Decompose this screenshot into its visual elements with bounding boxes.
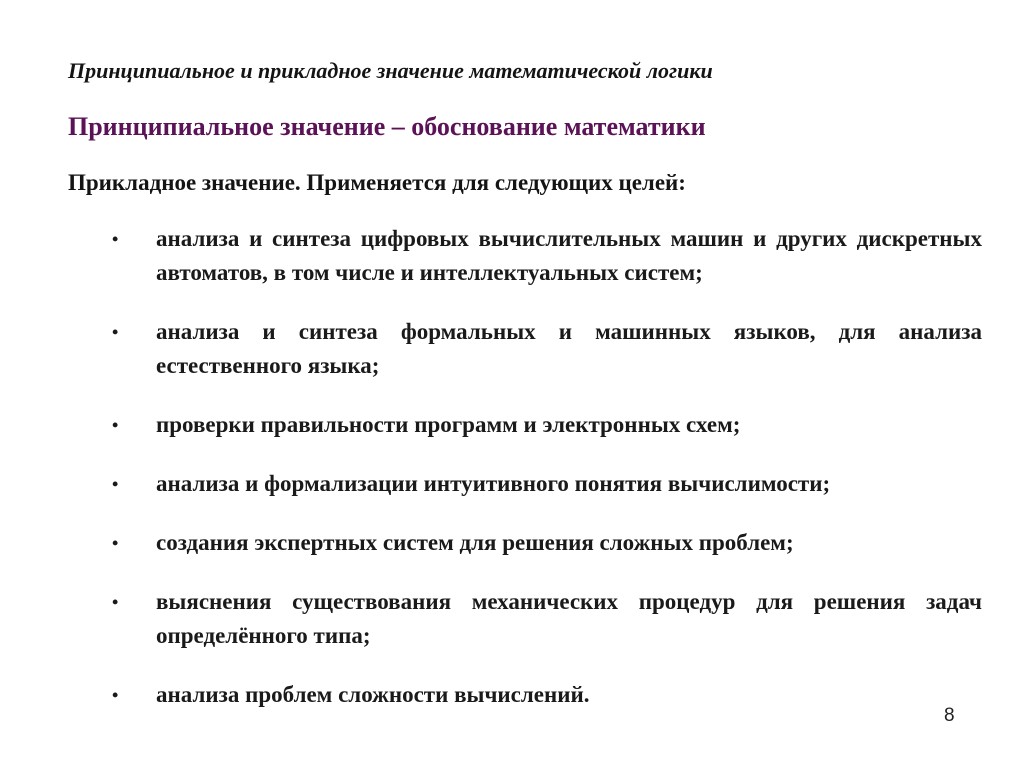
bullet-icon: • [112,533,119,553]
bullet-item [112,222,982,290]
bullet-item [112,678,982,712]
bullet-item [112,585,982,653]
bullet-icon: • [112,322,119,342]
intro-text: Прикладное значение. Применяется для следующих целей: [68,170,686,195]
bullet-item [112,315,982,383]
bullet-icon: • [112,229,119,249]
slide-subtitle: Принципиальное значение – обоснование математики [68,112,706,141]
bullet-list [112,222,982,737]
bullet-icon: • [112,474,119,494]
bullet-icon: • [112,592,119,612]
bullet-item [112,408,982,442]
page-number: 8 [944,705,955,726]
bullet-item [112,526,982,560]
bullet-text: анализа и формализации интуитивного понятия вычислимости; [156,471,831,496]
bullet-text: анализа и синтеза цифровых вычислительных машин и других дискретных автоматов, в том числе и интеллектуальных систем; [156,226,982,285]
bullet-text: анализа проблем сложности вычислений. [156,682,590,707]
slide-heading: Принципиальное и прикладное значение математической логики [68,58,713,83]
bullet-icon: • [112,685,119,705]
bullet-text: анализа и синтеза формальных и машинных языков, для анализа естественного языка; [156,319,982,378]
bullet-item [112,467,982,501]
bullet-text: выяснения существования механических процедур для решения задач определённого типа; [156,589,982,648]
bullet-icon: • [112,415,119,435]
bullet-text: проверки правильности программ и электронных схем; [156,412,741,437]
bullet-text: создания экспертных систем для решения сложных проблем; [156,530,794,555]
